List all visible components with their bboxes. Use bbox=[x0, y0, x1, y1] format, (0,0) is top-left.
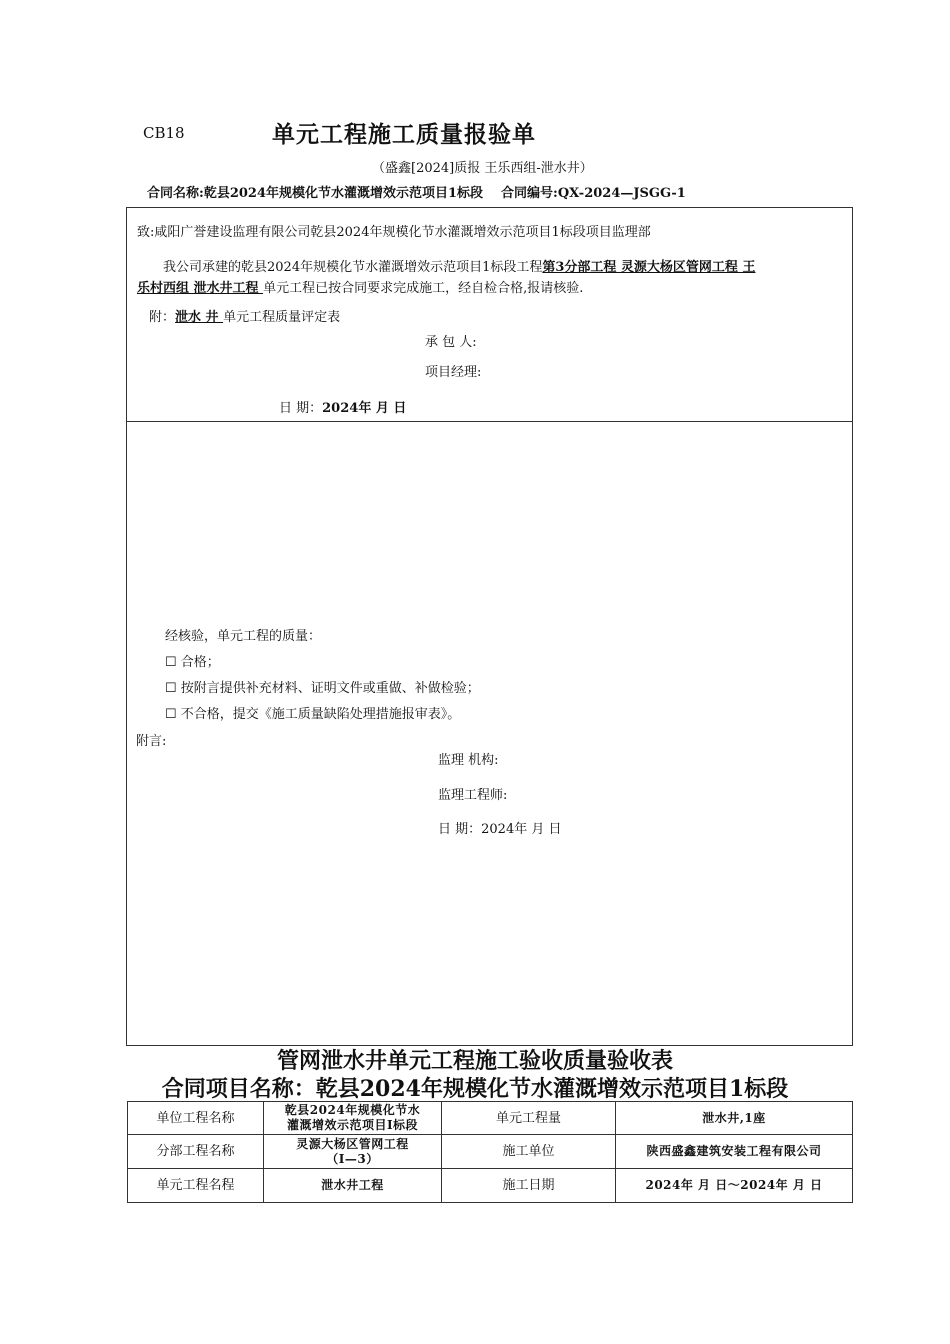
value-contractor: 陕西盛鑫建筑安装工程有限公司 bbox=[616, 1135, 853, 1169]
acceptance-title: 管网泄水井单元工程施工验收质量验收表 bbox=[276, 1048, 673, 1074]
submission-body bbox=[163, 255, 848, 281]
report-reference: （盛鑫[2024]质报 王乐西组-泄水井） bbox=[372, 161, 593, 176]
contract-name-label: 合同名称: bbox=[147, 186, 204, 201]
label-division-project: 分部工程名称 bbox=[128, 1135, 264, 1169]
option-unqualified[interactable]: ☐ 不合格，提交《施工质量缺陷处理措施报审表》。 bbox=[165, 707, 461, 722]
review-section bbox=[126, 421, 853, 1046]
acceptance-table bbox=[127, 1101, 853, 1203]
label-unit-quantity: 单元工程量 bbox=[442, 1102, 616, 1135]
value-unit-name: 泄水井工程 bbox=[264, 1169, 442, 1203]
contract-line bbox=[147, 182, 686, 201]
label-unit-project: 单位工程名称 bbox=[128, 1102, 264, 1135]
value-construction-date: 2024年 月 日～2024年 月 日 bbox=[616, 1169, 853, 1203]
review-date-label: 日 期： bbox=[438, 822, 482, 837]
value-line: （Ⅰ—3） bbox=[326, 1151, 379, 1166]
value-unit-quantity: 泄水井,1座 bbox=[616, 1102, 853, 1135]
attachment-name: 泄水 井 bbox=[175, 310, 224, 325]
submission-body-cont bbox=[137, 281, 583, 297]
contract-name: 乾县2024年规模化节水灌溉增效示范项目1标段 bbox=[203, 186, 484, 201]
attachment-suffix: 单元工程质量评定表 bbox=[223, 310, 341, 325]
submission-date-value: 2024年 月 日 bbox=[322, 401, 407, 416]
attachment-label: 附： bbox=[149, 310, 176, 325]
value-line: 灵源大杨区管网工程 bbox=[296, 1136, 409, 1151]
manager-label: 项目经理: bbox=[425, 365, 482, 380]
form-code: CB18 bbox=[143, 124, 185, 142]
engineer-label: 监理工程师: bbox=[438, 788, 508, 803]
body-prefix: 我公司承建的乾县2024年规模化节水灌溉增效示范项目1标段工程 bbox=[163, 260, 543, 275]
review-intro: 经核验，单元工程的质量： bbox=[165, 629, 322, 644]
label-construction-date: 施工日期 bbox=[442, 1169, 616, 1203]
unit-name-part1: 第3分部工程 灵源大杨区管网工程 王 bbox=[542, 260, 756, 275]
submission-date-label: 日 期： bbox=[279, 401, 323, 416]
submission-section bbox=[126, 207, 853, 422]
form-title: 单元工程施工质量报验单 bbox=[272, 121, 536, 148]
review-date-value: 2024年 月 日 bbox=[481, 822, 562, 837]
value-line: 灌溉增效示范项目Ⅰ标段 bbox=[286, 1118, 419, 1132]
label-contractor: 施工单位 bbox=[442, 1135, 616, 1169]
value-division-project bbox=[264, 1135, 442, 1169]
label-unit-name: 单元工程名程 bbox=[128, 1169, 264, 1203]
note-label: 附言: bbox=[136, 734, 167, 749]
value-unit-project bbox=[264, 1102, 442, 1135]
acceptance-subtitle: 合同项目名称：乾县2024年规模化节水灌溉增效示范项目1标段 bbox=[161, 1076, 789, 1102]
contract-no: QX-2024—JSGG-1 bbox=[557, 186, 686, 201]
attachment-line bbox=[149, 306, 340, 325]
unit-name-part2: 乐村西组 泄水井工程 bbox=[137, 281, 264, 296]
addressee: 致:咸阳广誉建设监理有限公司乾县2024年规模化节水灌溉增效示范项目1标段项目监理部 bbox=[137, 225, 651, 240]
body-suffix: 单元工程已按合同要求完成施工，经自检合格,报请核验. bbox=[263, 281, 584, 296]
contract-no-label: 合同编号: bbox=[501, 186, 558, 201]
value-line: 乾县2024年规模化节水 bbox=[284, 1103, 421, 1117]
table-row bbox=[128, 1135, 853, 1169]
table-row bbox=[128, 1102, 853, 1135]
agency-label: 监理 机构: bbox=[438, 753, 499, 768]
contractor-label: 承 包 人: bbox=[425, 335, 477, 350]
submission-date bbox=[279, 397, 406, 416]
table-row bbox=[128, 1169, 853, 1203]
option-qualified[interactable]: ☐ 合格； bbox=[165, 655, 220, 670]
option-supplement[interactable]: ☐ 按附言提供补充材料、证明文件或重做、补做检验； bbox=[165, 681, 480, 696]
review-date bbox=[438, 818, 562, 837]
